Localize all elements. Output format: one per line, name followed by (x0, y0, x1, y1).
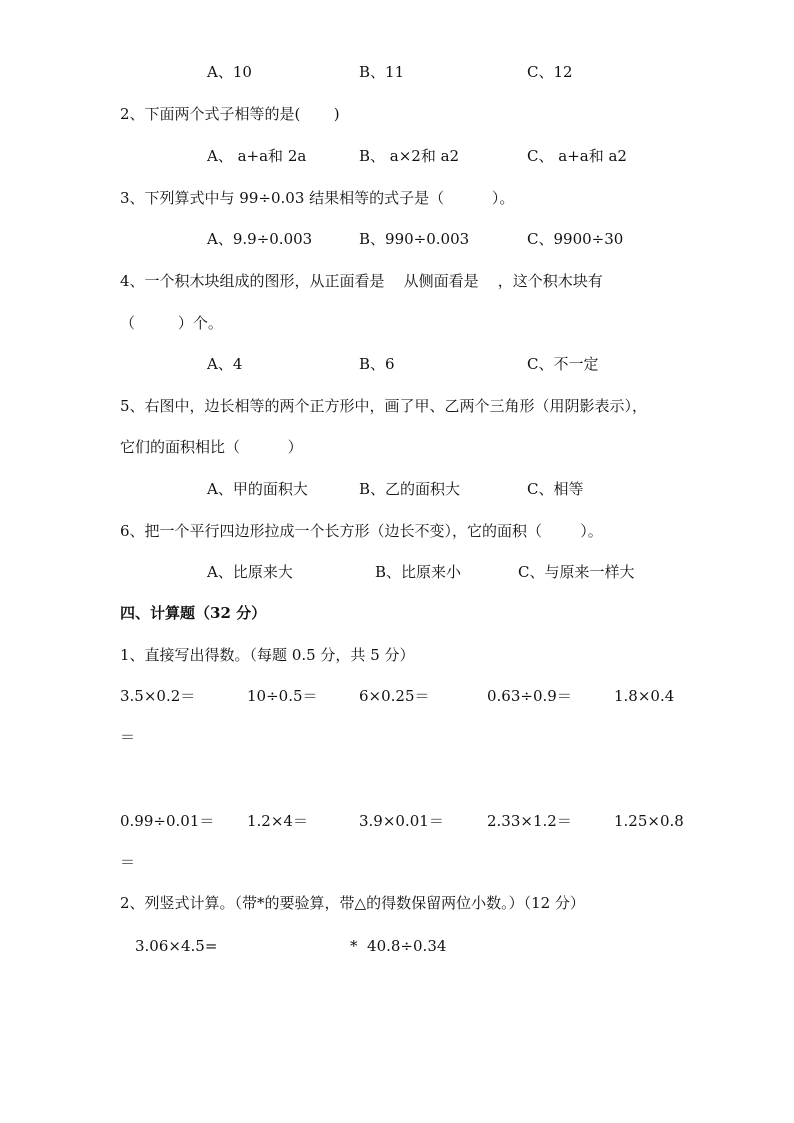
calc2-item-1: 3.06×4.5= (135, 937, 218, 955)
calc2-item-2: * 40.8÷0.34 (350, 937, 447, 955)
calc1-row2-item: 0.99÷0.01＝ (120, 812, 215, 830)
q1-option-b: B、11 (359, 63, 405, 81)
q5-option-c: C、相等 (527, 480, 584, 498)
q2-option-c: C、 a+a和 a2 (527, 147, 627, 165)
q2-option-b: B、 a×2和 a2 (359, 147, 460, 165)
q1-option-a: A、10 (207, 63, 252, 81)
calc1-row1-wrap: ＝ (120, 728, 136, 746)
q4-option-b: B、6 (359, 355, 395, 373)
q6-option-c: C、与原来一样大 (518, 563, 635, 581)
calc1-row2-item: 1.25×0.8 (614, 812, 684, 830)
calc1-row2-wrap: ＝ (120, 853, 136, 871)
calc1-row2-item: 3.9×0.01＝ (359, 812, 444, 830)
calc1-row2-item: 1.2×4＝ (247, 812, 308, 830)
q5-stem-continuation: 它们的面积相比（ ） (120, 438, 303, 456)
q3-option-a: A、9.9÷0.003 (207, 230, 313, 248)
q3-option-b: B、990÷0.003 (359, 230, 470, 248)
section-heading: 四、计算题（32 分） (120, 604, 267, 622)
calc1-stem: 1、直接写出得数。（每题 0.5 分，共 5 分） (120, 646, 415, 664)
calc1-row1-item: 1.8×0.4 (614, 687, 675, 705)
q3-option-c: C、9900÷30 (527, 230, 624, 248)
q6-stem: 6、把一个平行四边形拉成一个长方形（边长不变），它的面积（ ）。 (120, 522, 603, 540)
calc1-row1-item: 6×0.25＝ (359, 687, 430, 705)
q3-stem: 3、下列算式中与 99÷0.03 结果相等的式子是（ ）。 (120, 189, 515, 207)
q1-option-c: C、12 (527, 63, 573, 81)
q5-stem: 5、右图中，边长相等的两个正方形中，画了甲、乙两个三角形（用阴影表示）， (120, 397, 648, 415)
calc1-row1-item: 3.5×0.2＝ (120, 687, 196, 705)
q4-option-a: A、4 (207, 355, 243, 373)
q5-option-a: A、甲的面积大 (207, 480, 308, 498)
q6-option-b: B、比原来小 (375, 563, 462, 581)
q4-stem-continuation: （ ）个。 (120, 314, 223, 332)
q4-option-c: C、不一定 (527, 355, 599, 373)
q4-stem: 4、一个积木块组成的图形，从正面看是 从侧面看是 ，这个积木块有 (120, 272, 603, 290)
q2-stem: 2、下面两个式子相等的是( ) (120, 105, 340, 123)
q5-option-b: B、乙的面积大 (359, 480, 461, 498)
calc1-row1-item: 0.63÷0.9＝ (487, 687, 572, 705)
q6-option-a: A、比原来大 (207, 563, 293, 581)
calc2-stem: 2、列竖式计算。（带*的要验算，带△的得数保留两位小数。）（12 分） (120, 894, 585, 912)
calc1-row2-item: 2.33×1.2＝ (487, 812, 572, 830)
calc1-row1-item: 10÷0.5＝ (247, 687, 318, 705)
q2-option-a: A、 a+a和 2a (207, 147, 307, 165)
